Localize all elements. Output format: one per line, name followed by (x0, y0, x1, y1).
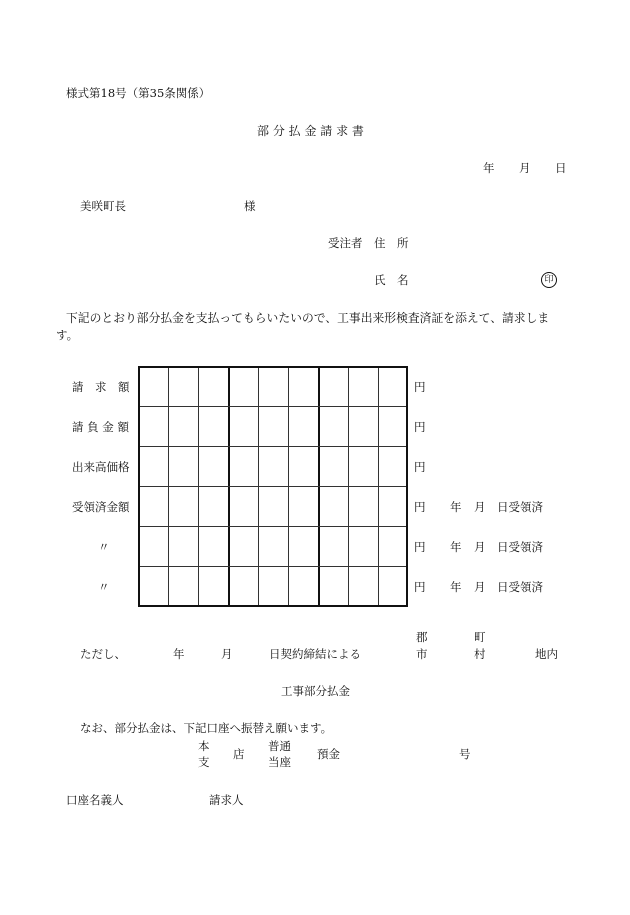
date-day: 日 (555, 161, 567, 175)
receipt-month: 月 (474, 500, 486, 514)
proviso-gun: 郡 (416, 630, 428, 644)
row-unit: 円 (414, 580, 426, 594)
claimant-label: 請求人 (209, 793, 244, 807)
receipt-day: 日受領済 (497, 500, 543, 514)
receipt-year: 年 (450, 580, 462, 594)
address-label: 住 所 (374, 236, 409, 250)
document-title: 部 分 払 金 請 求 書 (257, 124, 364, 138)
receipt-month: 月 (474, 580, 486, 594)
account-holder-label: 口座名義人 (66, 793, 124, 807)
amount-grid (138, 366, 408, 607)
bank-branch: 支 (198, 755, 210, 769)
proviso-mura: 村 (474, 647, 486, 661)
proviso-contract: 日契約締結による (269, 647, 361, 661)
transfer-note: なお、部分払金は、下記口座へ振替え願います。 (80, 721, 333, 735)
proviso-machi: 町 (474, 630, 486, 644)
bank-number: 号 (459, 747, 471, 761)
receipt-day: 日受領済 (497, 540, 543, 554)
body-text-1: 下記のとおり部分払金を支払ってもらいたいので、工事出来形検査済証を添えて、請求しま (66, 311, 550, 325)
name-label: 氏 名 (374, 273, 409, 287)
row-label: 受領済金額 (72, 500, 130, 514)
bank-ordinary: 普通 (268, 739, 291, 753)
row-unit: 円 (414, 500, 426, 514)
proviso-prefix: ただし、 (80, 647, 126, 661)
proviso-month: 月 (221, 647, 233, 661)
row-label: 出来高価格 (72, 460, 130, 474)
seal-mark: 印 (541, 272, 557, 288)
bank-current: 当座 (268, 755, 291, 769)
row-label: 〃 (98, 540, 110, 554)
addressee-honorific: 様 (244, 199, 256, 213)
form-number: 様式第18号（第35条関係） (66, 86, 211, 100)
proviso-year: 年 (173, 647, 185, 661)
proviso-shi: 市 (416, 647, 428, 661)
receipt-year: 年 (450, 500, 462, 514)
body-text-2: す。 (56, 328, 79, 342)
row-unit: 円 (414, 420, 426, 434)
proviso-work: 工事部分払金 (281, 684, 350, 698)
row-label: 請 負 金 額 (72, 420, 129, 434)
proviso-area: 地内 (535, 647, 558, 661)
row-unit: 円 (414, 540, 426, 554)
receipt-month: 月 (474, 540, 486, 554)
row-label: 請 求 額 (72, 380, 130, 394)
receipt-day: 日受領済 (497, 580, 543, 594)
bank-main: 本 (198, 739, 210, 753)
contractor-label: 受注者 (328, 236, 363, 250)
date-month: 月 (519, 161, 531, 175)
date-year: 年 (483, 161, 495, 175)
receipt-year: 年 (450, 540, 462, 554)
row-unit: 円 (414, 380, 426, 394)
row-unit: 円 (414, 460, 426, 474)
row-label: 〃 (98, 580, 110, 594)
addressee-name: 美咲町長 (80, 199, 126, 213)
bank-deposit: 預金 (317, 747, 340, 761)
bank-store: 店 (233, 747, 245, 761)
